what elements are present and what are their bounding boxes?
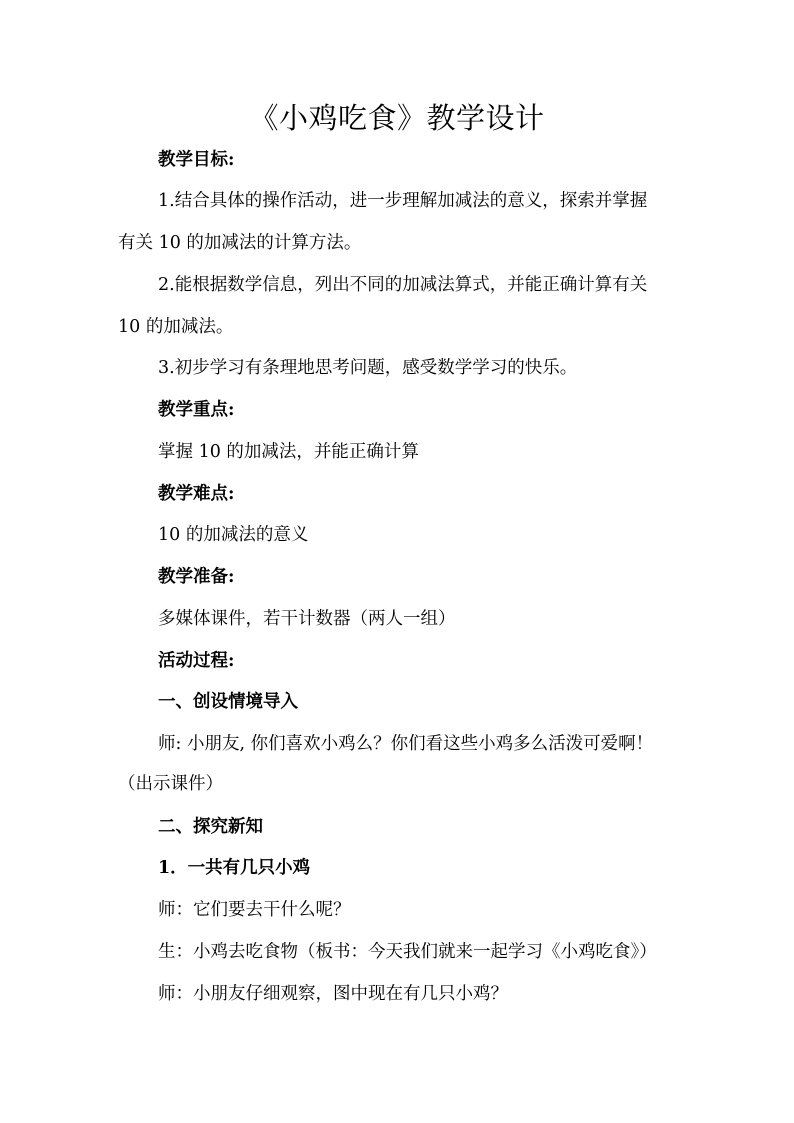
objective-2-line-2: 10 的加减法。 [118, 317, 234, 337]
difficulty-text: 10 的加减法的意义 [158, 525, 309, 545]
difficulty-heading: 教学难点: [158, 484, 235, 504]
section-1-line-1: 师: 小朋友, 你们喜欢小鸡么？你们看这些小鸡多么活泼可爱啊！ [158, 734, 654, 754]
section-1-heading: 一、创设情境导入 [158, 692, 298, 712]
section-2-sub-1-heading: 1．一共有几只小鸡 [158, 858, 311, 878]
objective-3: 3.初步学习有条理地思考问题，感受数学学习的快乐。 [158, 358, 578, 378]
preparation-text: 多媒体课件，若干计数器（两人一组） [158, 609, 456, 629]
section-2-line-1: 师：它们要去干什么呢？ [158, 900, 351, 920]
section-2-heading: 二、探究新知 [158, 817, 263, 837]
key-point-text: 掌握 10 的加减法，并能正确计算 [158, 442, 419, 462]
preparation-heading: 教学准备: [158, 567, 235, 587]
key-point-heading: 教学重点: [158, 400, 235, 420]
section-1-line-2: （出示课件） [118, 774, 223, 794]
objective-1-line-1: 1.结合具体的操作活动，进一步理解加减法的意义，探索并掌握 [158, 191, 648, 211]
process-heading: 活动过程: [158, 651, 235, 671]
objective-2-line-1: 2.能根据数学信息，列出不同的加减法算式，并能正确计算有关 [158, 275, 648, 295]
section-2-line-2: 生：小鸡去吃食物（板书：今天我们就来一起学习《小鸡吃食》） [158, 942, 657, 962]
objectives-heading: 教学目标: [158, 150, 235, 170]
objective-1-line-2: 有关 10 的加减法的计算方法。 [118, 233, 362, 253]
document-title: 《小鸡吃食》教学设计 [249, 101, 545, 135]
section-2-line-3: 师：小朋友仔细观察，图中现在有几只小鸡？ [158, 984, 508, 1004]
